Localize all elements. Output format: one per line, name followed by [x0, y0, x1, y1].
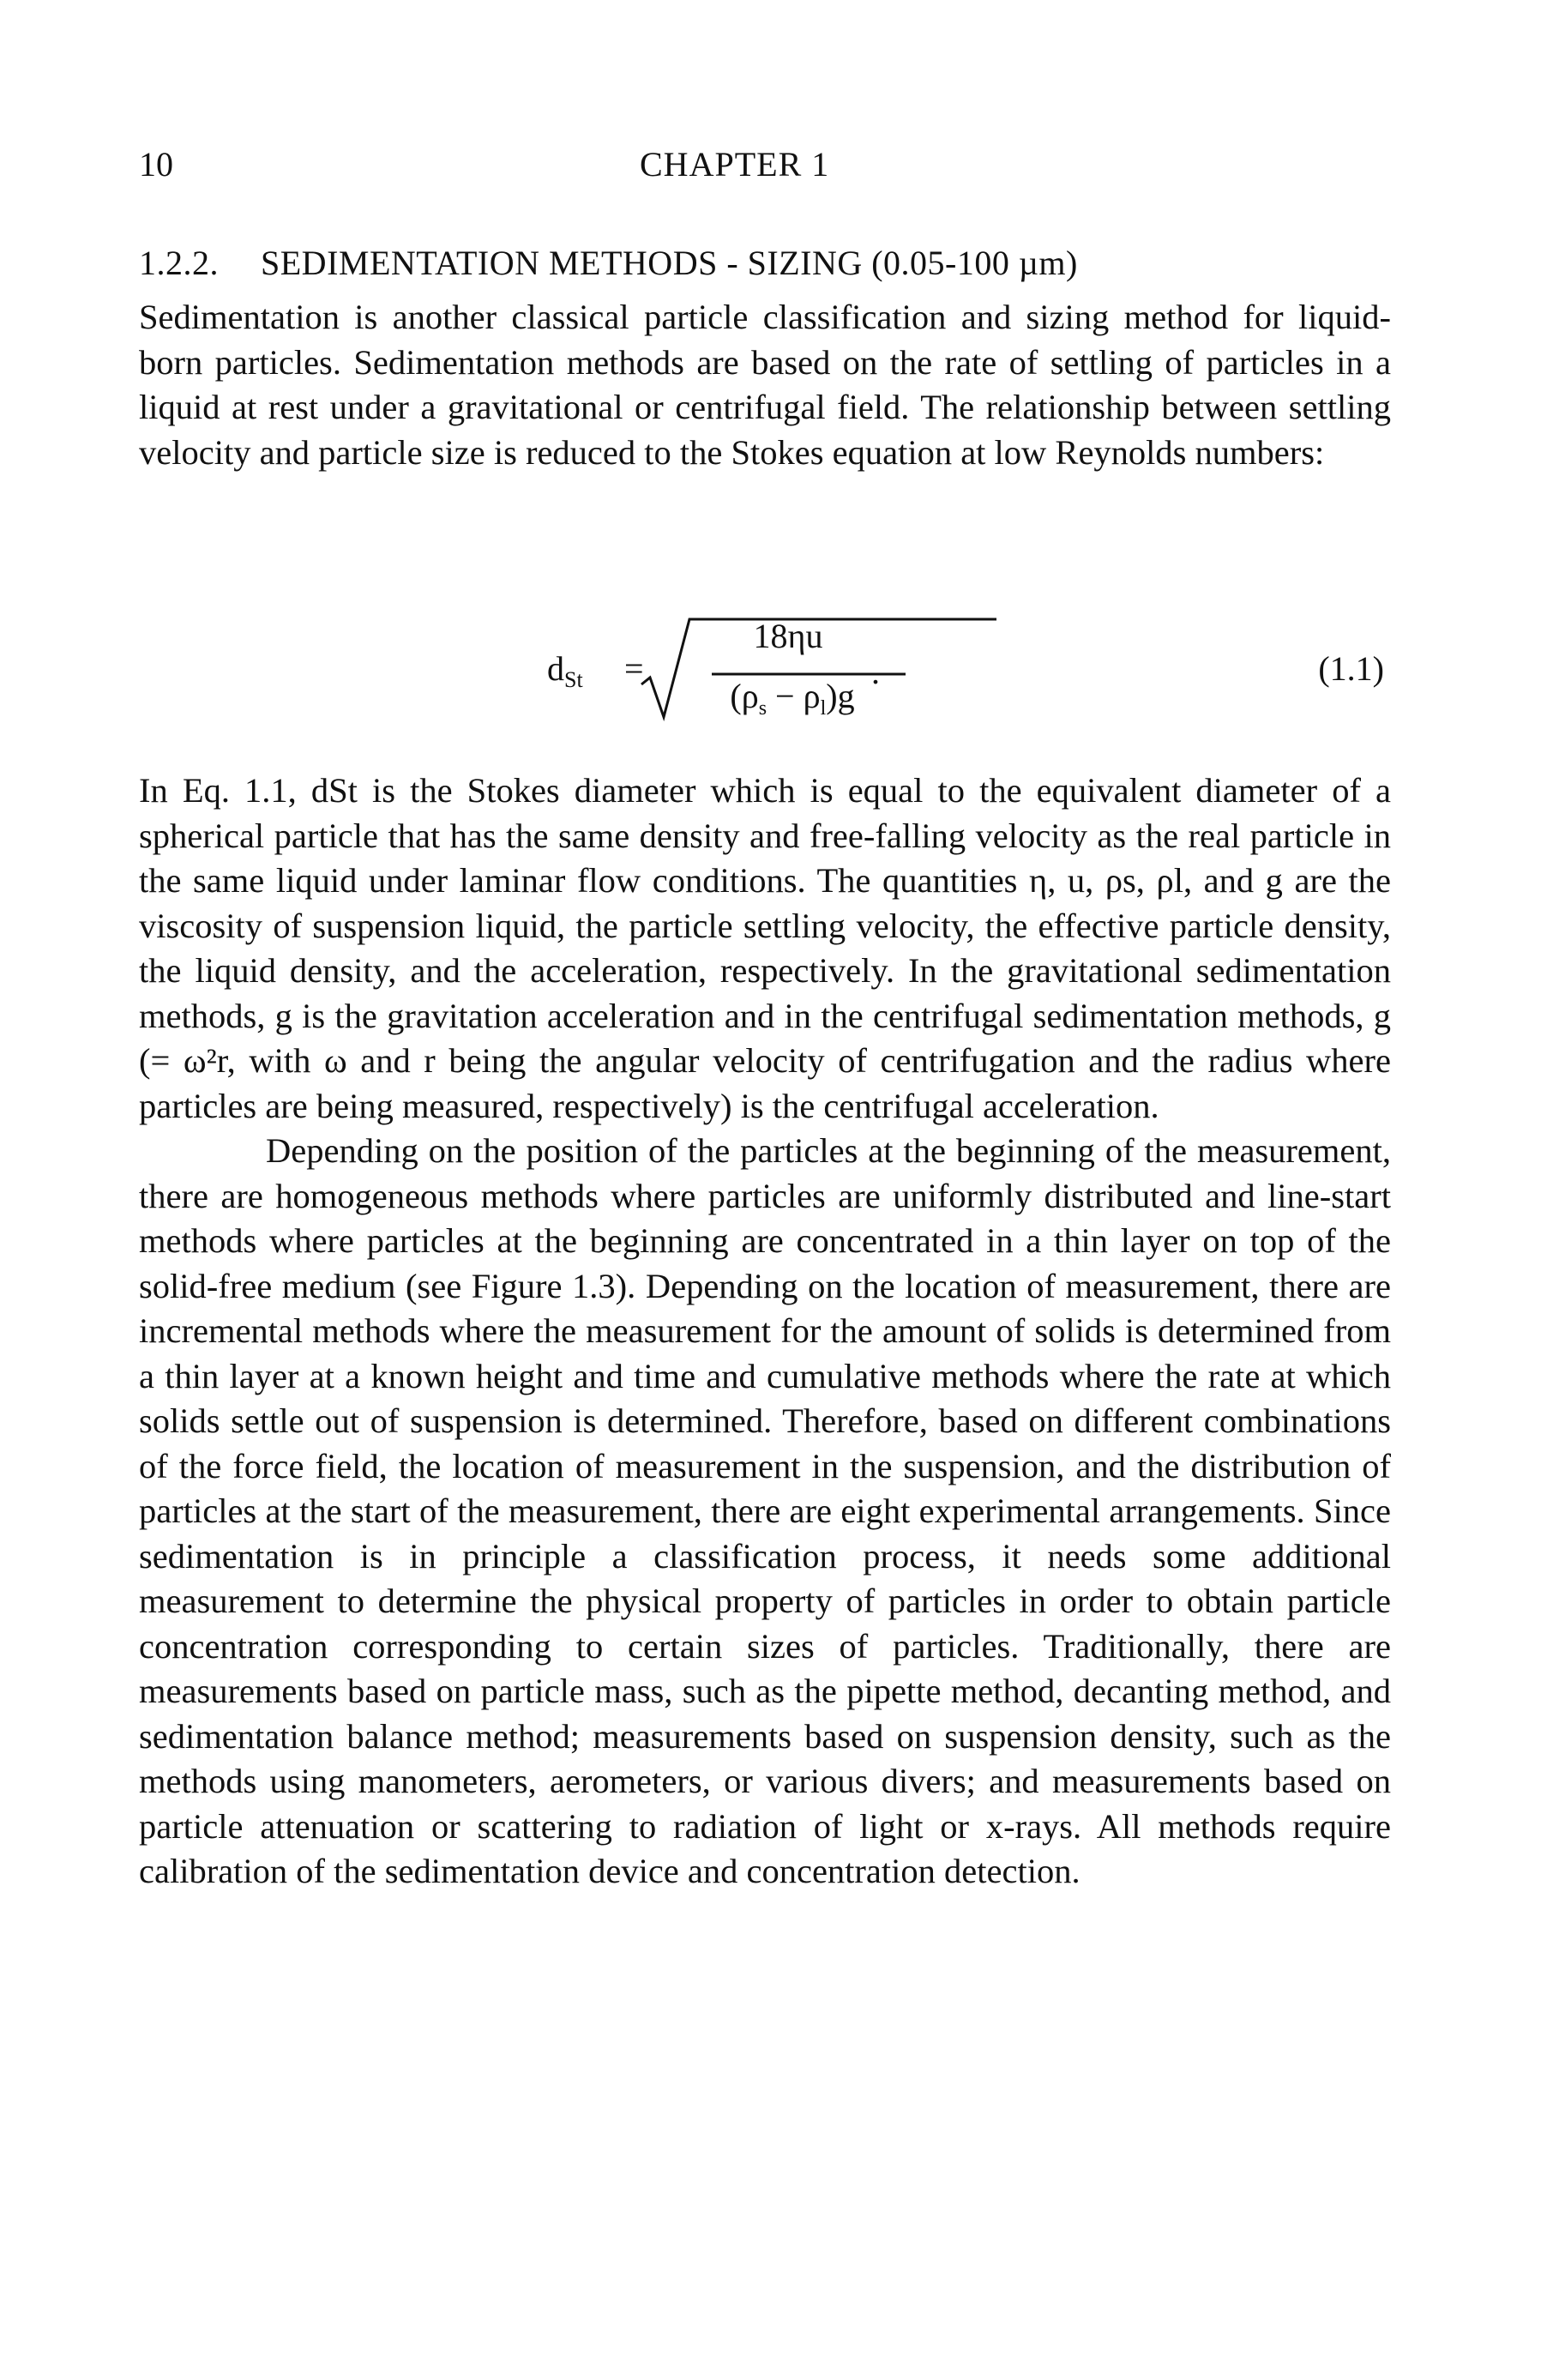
equation-denominator	[681, 676, 904, 720]
den-sub-s: s	[758, 697, 767, 720]
equation-numerator: 18ηu	[753, 617, 823, 655]
intro-paragraph: Sedimentation is another classical particle classification and sizing method for liquid-born particles. Sedimentation methods are based on the rate of settling of particles in a liquid at rest under a gravitational or centrifugal field. The relationship between settling velocity and particle size is reduced to the Stokes equation at low Reynolds numbers:	[139, 298, 1391, 472]
section-number: 1.2.2.	[139, 244, 219, 282]
den-sub-l: l	[820, 697, 827, 720]
methods-paragraph-text: Depending on the position of the particles at the beginning of the measurement, there are homogeneous methods where particles are uniformly distributed and line-start methods where particles at the beginning are concentrated in a thin layer on top of the solid-free medium (see Figure 1.3). Depending on the location of measurement, there are incremental methods where the measurement for the amount of solids is determined from a thin layer at a known height and time and cumulative methods where the rate at which solids settle out of suspension is determined. Therefore, based on different combinations of the force field, the location of measurement in the suspension, and the distribution of particles at the start of the measurement, there are eight experimental arrangements. Since sedimentation is in principle a classification process, it needs some additional measurement to determine the physical property of particles in order to obtain particle concentration corresponding to certain sizes of particles. Traditionally, there are measurements based on particle mass, such as the pipette method, decanting method, and sedimentation balance method; measurements based on suspension density, such as the methods using manometers, aerometers, or various divers; and measurements based on particle attenuation or scattering to radiation of light or x-rays. All methods require calibration of the sedimentation device and concentration detection.	[139, 1131, 1391, 1890]
stokes-equation	[139, 604, 1391, 741]
den-open: (ρ	[730, 677, 759, 715]
den-close: )g	[826, 677, 855, 715]
page-number: 10	[139, 145, 173, 184]
equation-lhs	[547, 648, 583, 693]
stokes-diameter-subscript: St	[564, 667, 583, 692]
section-title: SEDIMENTATION METHODS - SIZING (0.05-100 µm)	[261, 244, 1078, 282]
methods-paragraph	[139, 1129, 1391, 1895]
den-minus: − ρ	[767, 677, 821, 715]
running-head: CHAPTER 1	[640, 145, 830, 184]
equation-number: (1.1)	[1318, 649, 1384, 688]
equals-sign: =	[624, 649, 644, 688]
body-text	[139, 768, 1391, 1895]
equation-period: .	[871, 653, 880, 691]
stokes-diameter-symbol: d	[547, 649, 564, 688]
explanation-paragraph: In Eq. 1.1, dSt is the Stokes diameter which is equal to the equivalent diameter of a spherical particle that has the same density and free-falling velocity as the real particle in the same liquid under laminar flow conditions. The quantities η, u, ρs, ρl, and g are the viscosity of suspension liquid, the particle settling velocity, the effective particle density, the liquid density, and the acceleration, respectively. In the gravitational sedimentation methods, g is the gravitation acceleration and in the centrifugal sedimentation methods, g (= ω²r, with ω and r being the angular velocity of centrifugation and the radius where particles are being measured, respectively) is the centrifugal acceleration.	[139, 771, 1391, 1125]
section-heading	[139, 243, 1391, 283]
page-header	[139, 144, 1391, 196]
